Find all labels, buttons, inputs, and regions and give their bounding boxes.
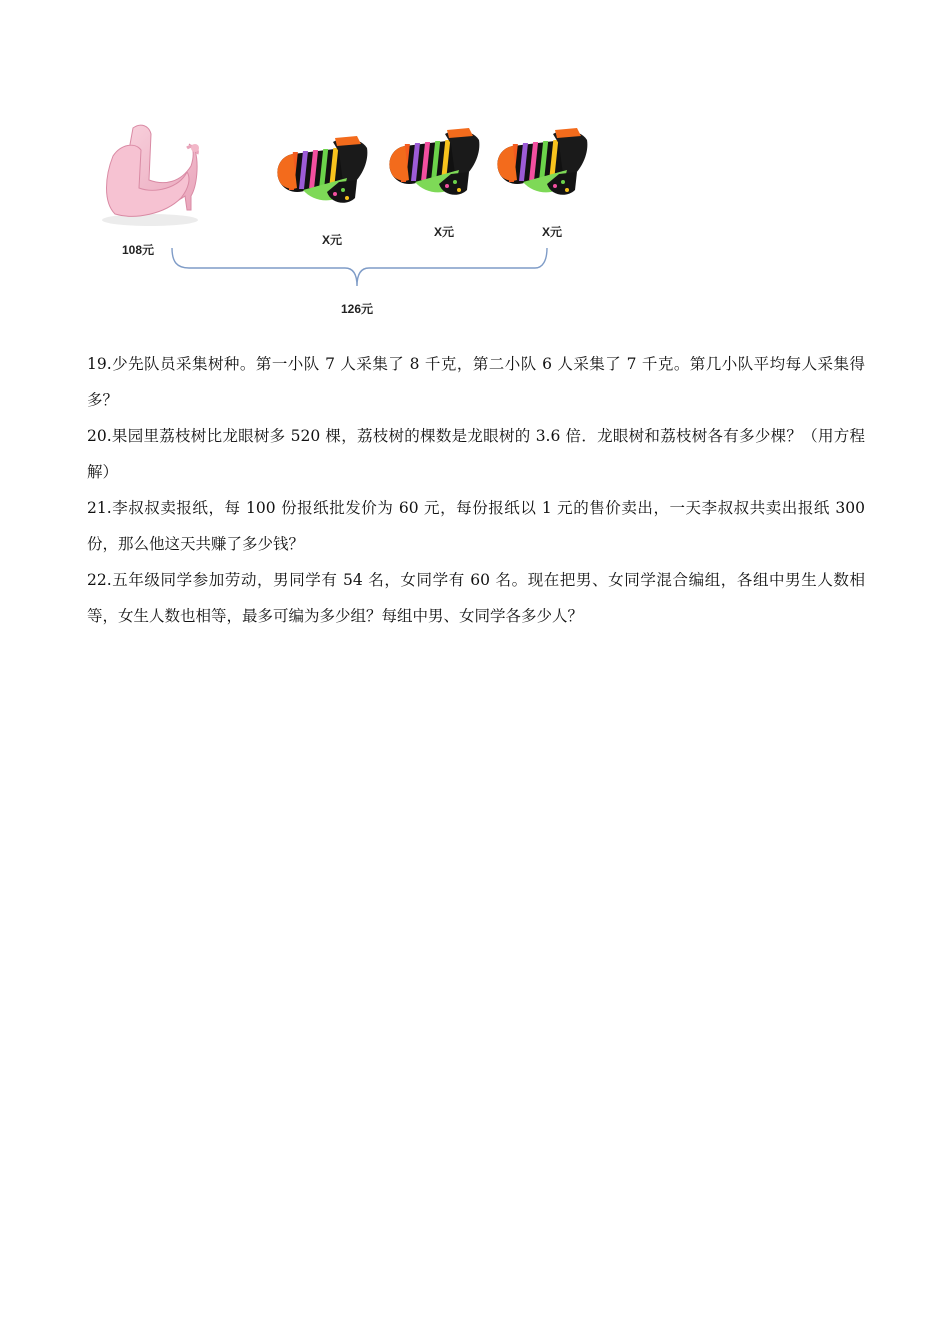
problem-21: 21.李叔叔卖报纸，每 100 份报纸批发价为 60 元，每份报纸以 1 元的售价卖出，一天李叔叔共卖出报纸 300 份，那么他这天共赚了多少钱？	[87, 499, 865, 553]
price-figure	[95, 110, 615, 325]
problem-19: 19.少先队员采集树种。第一小队 7 人采集了 8 千克，第二小队 6 人采集了 7 千克。第几小队平均每人采集得多？	[87, 355, 865, 409]
socks-icon	[277, 136, 367, 203]
price-illustration	[95, 110, 615, 325]
sock-price-label: X元	[322, 233, 343, 247]
sock-price-label: X元	[542, 225, 563, 239]
problem-22: 22.五年级同学参加劳动，男同学有 54 名，女同学有 60 名。现在把男、女同学混合编组，各组中男生人数相等，女生人数也相等，最多可编为多少组？每组中男、女同学各多少人？	[87, 571, 865, 625]
socks-icon	[497, 128, 587, 195]
sock-price-label: X元	[434, 225, 455, 239]
total-brace	[172, 248, 547, 286]
problem-list	[87, 346, 865, 634]
problem-20: 20.果园里荔枝树比龙眼树多 520 棵，荔枝树的棵数是龙眼树的 3.6 倍．龙眼树和荔枝树各有多少棵？（用方程解）	[87, 427, 865, 481]
total-price-label: 126元	[341, 302, 374, 316]
socks-icon	[389, 128, 479, 195]
shoe-price-label: 108元	[122, 243, 155, 257]
high-heel-shoes-icon	[102, 125, 199, 226]
